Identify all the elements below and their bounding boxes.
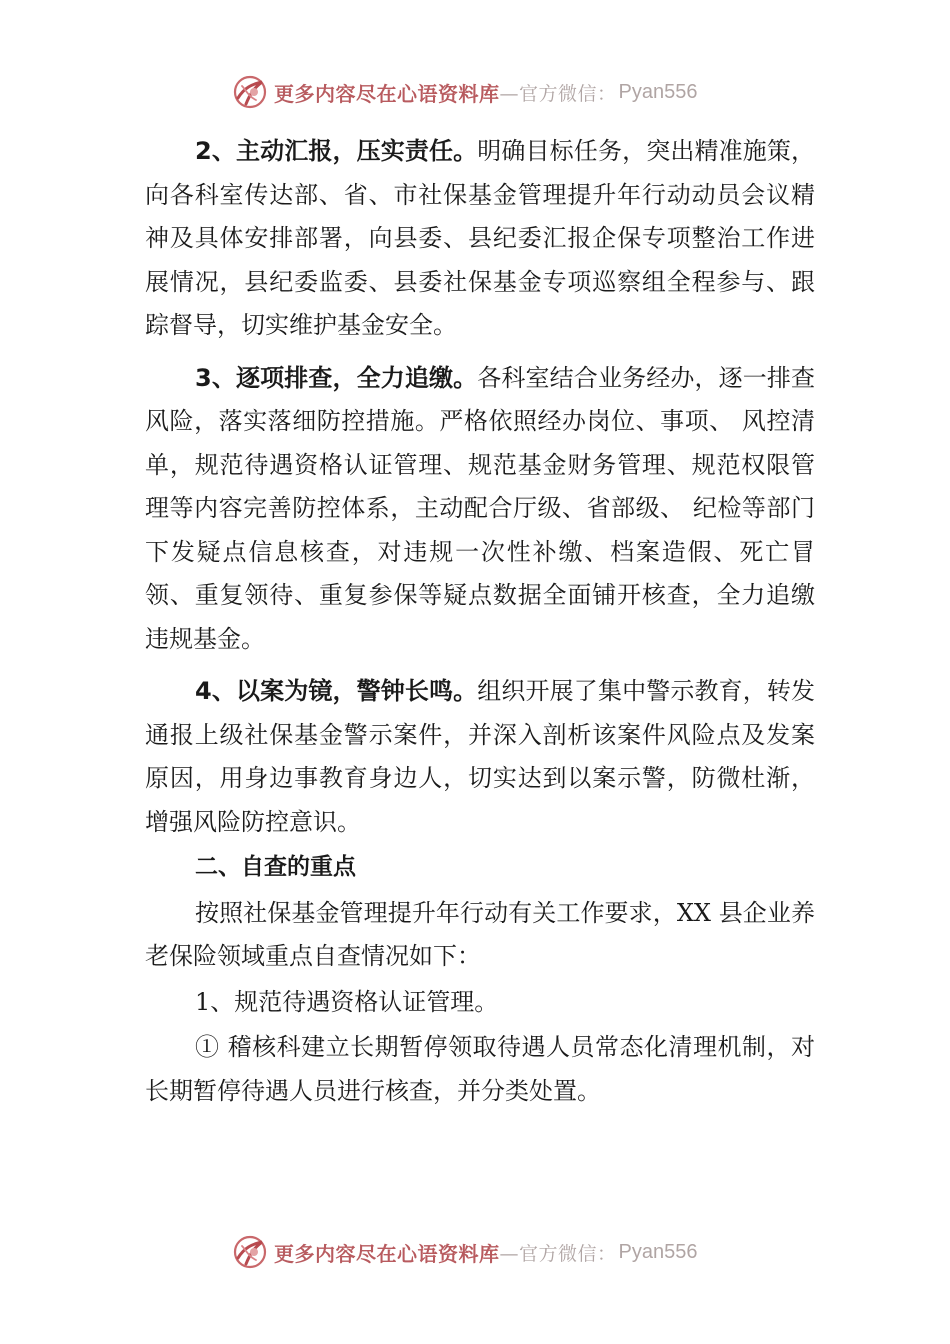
watermark-brand: 更多内容尽在心语资料库	[274, 1241, 500, 1266]
item-2-body: 明确目标任务，突出精准施策，向各科室传达部、省、市社保基金管理提升年行动动员会议精神及具体安排部署，向县委、县纪委汇报企保专项整治工作进展情况，县纪委监委、县委社保基金专项巡察组全程参与、跟踪督导，切实维护基金安全。	[145, 137, 815, 339]
document-body	[145, 130, 815, 1122]
paragraph-item-3	[145, 357, 815, 662]
item-4-title: 4、以案为镜，警钟长鸣。	[195, 677, 478, 705]
item-2-title: 2、主动汇报，压实责任。	[195, 137, 478, 165]
paragraph-sub-1-point-1: ① 稽核科建立长期暂停领取待遇人员常态化清理机制，对长期暂停待遇人员进行核查，并分类处置。	[145, 1033, 815, 1105]
paragraph-item-2	[145, 130, 815, 348]
watermark-footer	[232, 1232, 752, 1272]
watermark-brand: 更多内容尽在心语资料库	[274, 81, 500, 106]
watermark-separator: —官方微信：	[499, 1242, 617, 1265]
item-3-title: 3、逐项排查，全力追缴。	[195, 363, 478, 392]
watermark-wechat-id: Pyan556	[618, 80, 698, 103]
paragraph-intro: 按照社保基金管理提升年行动有关工作要求，XX 县企业养老保险领域重点自查情况如下：	[145, 898, 815, 970]
item-3-body: 各科室结合业务经办，逐一排查风险，落实落细防控措施。严格依照经办岗位、事项、 风控清单，规范待遇资格认证管理、规范基金财务管理、规范权限管理等内容完善防控体系，主动配合厅级、省部级、 纪检等部门下发疑点信息核查，对违规一次性补缴、档案造假、死亡冒领、重复领待、重复参保等疑点数据全面铺开核查，全力追缴违规基金。	[145, 363, 815, 653]
item-4-body: 组织开展了集中警示教育，转发通报上级社保基金警示案件，并深入剖析该案件风险点及发案原因，用身边事教育身边人，切实达到以案示警，防微杜渐，增强风险防控意识。	[145, 677, 815, 836]
watermark-separator: —官方微信：	[499, 82, 617, 105]
watermark-header	[232, 72, 752, 112]
red-swirl-logo-icon	[232, 74, 268, 110]
paragraph-sub-1: 1、规范待遇资格认证管理。	[195, 987, 499, 1016]
watermark-wechat-id: Pyan556	[618, 1240, 698, 1263]
red-swirl-logo-icon	[232, 1234, 268, 1270]
section-heading-2: 二、自查的重点	[195, 854, 356, 880]
paragraph-item-4	[145, 670, 815, 844]
